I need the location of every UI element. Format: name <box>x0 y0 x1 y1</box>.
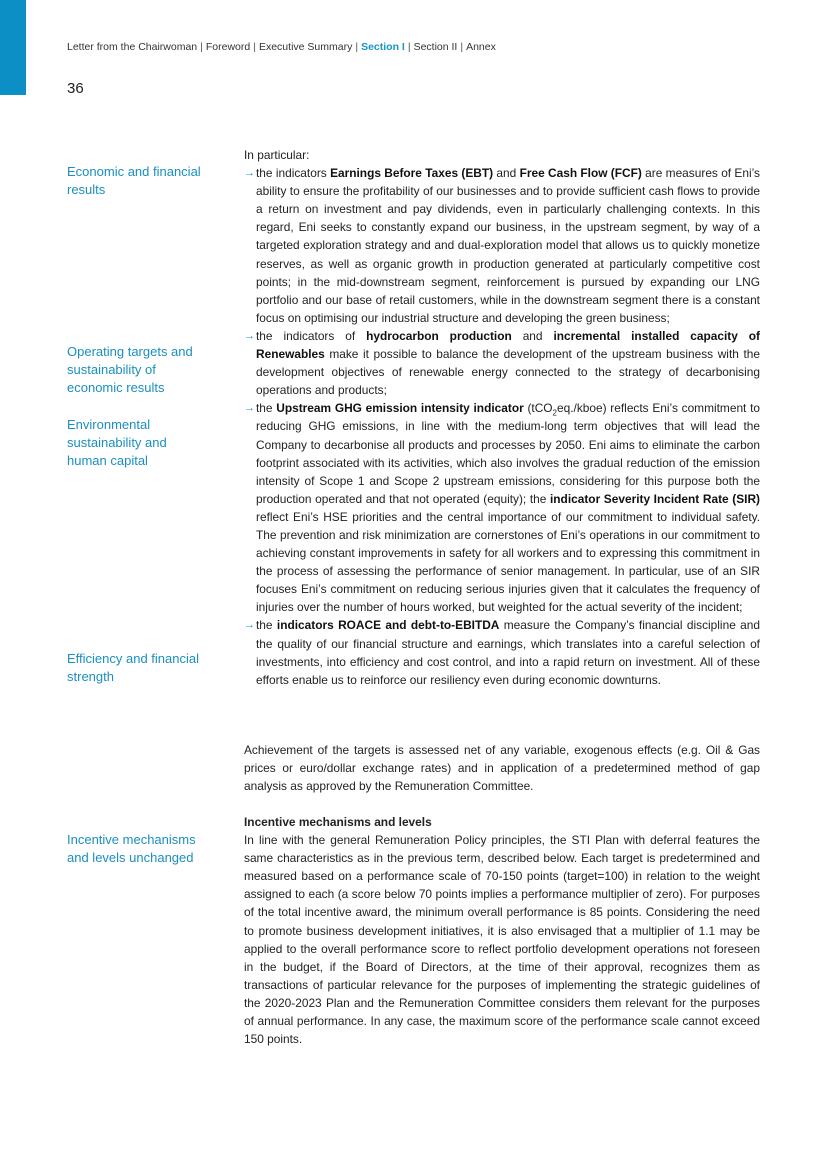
bold-term: Free Cash Flow (FCF) <box>519 166 642 181</box>
section-color-tab <box>0 0 26 95</box>
breadcrumb-foreword[interactable]: Foreword <box>205 41 251 53</box>
arrow-icon: → <box>244 167 255 180</box>
breadcrumb-separator: | <box>355 41 359 53</box>
achievement-paragraph <box>244 741 760 795</box>
sidebar-label-incentive: Incentive mechanisms and levels unchanged <box>67 832 196 865</box>
bullet-ebt-fcf <box>244 164 760 327</box>
subscript: 2 <box>552 408 557 418</box>
sidebar-label-operating: Operating targets and sustainability of economic results <box>67 344 193 395</box>
text: and <box>493 166 520 181</box>
text: the indicators <box>256 166 331 181</box>
breadcrumb-annex[interactable]: Annex <box>466 41 496 53</box>
breadcrumb-section-i[interactable]: Section I <box>361 41 405 53</box>
text: eq./kboe) reflects Eni’s commitment to reducing GHG emissions, in line with the medium-long term objectives that will lead the Company to decarbonise all products and processes by 2050. Eni aims to eliminate the carbon footprint associated with its activities, which also involves the gradual reduction of the emission intensity of Scope 1 and Scope 2 upstream emissions, considering for this purpose both the production operated and that not operated (equity); the <box>256 401 761 506</box>
breadcrumb-separator: | <box>407 41 411 53</box>
text: make it possible to balance the development of the upstream business with the development objectives of renewable energy connected to the strategy of decarbonising operations and products; <box>256 347 760 398</box>
breadcrumb-separator: | <box>253 41 256 53</box>
text: are measures of Eni’s ability to ensure the profitability of our businesses and to provide sufficient cash flows to provide a return on investment and pay dividends, even in particularly challenging contexts. In this regard, Eni seeks to constantly expand our business, in the upstream segment, by way of a targeted exploration strategy and and dual-exploration model that allows us to quickly monetize reserves, as well as organic growth in production generated at particularly competitive cost points; in the mid-downstream segment, reinforcement is pursued by expanding our LNG portfolio and our base of retail customers, while in the downstream segment there is a constant focus on optimising our industrial structure and developing the green business; <box>256 166 760 325</box>
bullet-roace <box>244 616 760 688</box>
main-text <box>244 146 760 689</box>
text: the <box>256 618 277 633</box>
text: measure the Company’s financial discipline and the quality of our financial structure and earnings, which translates into a careful selection of investments, into efficiency and cost control, and into a rapid return on investment. All of these efforts enable us to reinforce our resiliency even during economic downturns. <box>256 618 761 687</box>
bold-term: hydrocarbon production <box>366 328 512 343</box>
text: reflect Eni’s HSE priorities and the central importance of our commitment to individual safety. The prevention and risk minimization are cornerstones of Eni’s operations in our commitment to achieving constant improvements in safety for all workers and to expressing this commitment in the process of assessing the performance of senior management. In particular, use of an SIR focuses Eni’s commitment on reducing serious injuries given that it calculates the frequency of injuries over the number of hours worked, but weighted for the actual severity of the incident; <box>256 509 760 615</box>
page-number: 36 <box>67 80 84 97</box>
breadcrumb-executive-summary[interactable]: Executive Summary <box>258 41 353 53</box>
intro-line: In particular: <box>244 148 310 162</box>
bold-term: indicator Severity Incident Rate (SIR) <box>549 491 761 506</box>
arrow-icon: → <box>244 329 255 342</box>
text: (tCO <box>523 401 553 416</box>
bullet-production <box>244 327 760 399</box>
text: the <box>256 401 277 416</box>
achievement-text: Achievement of the targets is assessed net of any variable, exogenous effects (e.g. Oil & Gas prices or euro/dollar exchange rates) and in application of a predetermined method of gap analysis as approved by the Remuneration Committee. <box>244 743 760 794</box>
arrow-icon: → <box>244 402 255 415</box>
bullet-ghg-sir <box>244 399 760 616</box>
text: and <box>511 328 554 343</box>
bold-term: Upstream GHG emission intensity indicator <box>276 401 524 416</box>
text: the indicators of <box>256 328 367 343</box>
bold-term: indicators ROACE and debt-to-EBITDA <box>276 618 500 633</box>
breadcrumb-letter[interactable]: Letter from the Chairwoman <box>67 41 198 53</box>
breadcrumb-separator: | <box>460 41 464 53</box>
sidebar-label-efficiency: Efficiency and financial strength <box>67 651 200 684</box>
incentive-text: In line with the general Remuneration Policy principles, the STI Plan with deferral features the same characteristics as in the previous term, described below. Each target is predetermined and measured based on a performance scale of 70-150 points (target=100) in relation to the weight assigned to each (a score below 70 points implies a performance multiplier of zero). For purposes of the total incentive award, the minimum overall performance is 85 points. Considering the need to promote business development initiatives, it is also envisaged that a multiplier of 1.1 may be applied to the overall performance score to reflect portfolio development operations not foreseen in the budget, if the Board of Directors, at the time of their approval, recognizes them as transactions of particular relevance for the purposes of implementing the strategic guidelines of the 2020-2023 Plan and the Remuneration Committee considers them relevant for the purposes of annual performance. In any case, the maximum score of the performance scale cannot exceed 150 points. <box>244 833 760 1047</box>
incentive-heading: Incentive mechanisms and levels <box>244 815 432 829</box>
breadcrumb-section-ii[interactable]: Section II <box>413 41 458 53</box>
sidebar-label-environmental: Environmental sustainability and human capital <box>67 417 167 468</box>
incentive-section <box>244 813 760 1048</box>
bold-term: Earnings Before Taxes (EBT) <box>330 166 494 181</box>
arrow-icon: → <box>244 619 255 632</box>
bold-term: incremental installed capacity of Renewables <box>256 328 761 362</box>
breadcrumb-separator: | <box>200 41 203 53</box>
breadcrumb <box>67 41 496 53</box>
sidebar-label-economic: Economic and financial results <box>67 164 201 197</box>
